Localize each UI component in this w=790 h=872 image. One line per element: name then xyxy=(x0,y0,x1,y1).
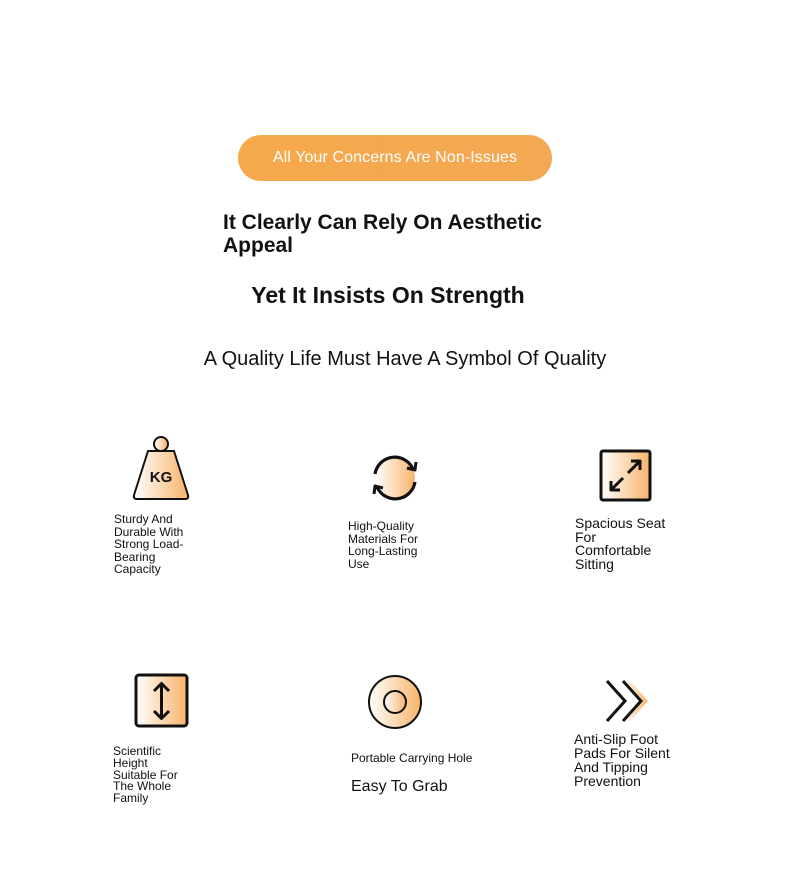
feature-label-spacious-seat: Spacious Seat For Comfortable Sitting xyxy=(575,515,666,572)
headline-strength-text: Yet It Insists On Strength xyxy=(251,282,525,308)
carrying-hole-icon xyxy=(367,674,423,730)
concerns-badge: All Your Concerns Are Non-Issues xyxy=(238,135,552,181)
headline-aesthetic: It Clearly Can Rely On Aesthetic Appeal xyxy=(223,211,542,257)
weight-kg-icon xyxy=(131,435,191,501)
feature-label-carrying-hole: Portable Carrying Hole xyxy=(351,751,473,765)
headline-strength xyxy=(0,282,790,309)
feature-label-height: Scientific Height Suitable For The Whole Family xyxy=(113,744,178,806)
weight-kg-text: KG xyxy=(149,469,173,486)
refresh-cycle-icon xyxy=(369,452,421,504)
feature-label-load-bearing: Sturdy And Durable With Strong Load-Bearing Capacity xyxy=(114,512,184,576)
double-chevron-icon xyxy=(603,678,653,724)
feature-sublabel-easy-grab: Easy To Grab xyxy=(351,778,448,795)
feature-label-anti-slip: Anti-Slip Foot Pads For Silent And Tipping Prevention xyxy=(574,731,670,789)
height-arrows-icon xyxy=(134,673,190,729)
resize-arrows-icon xyxy=(599,449,653,503)
quality-subtitle: A Quality Life Must Have A Symbol Of Quality xyxy=(203,348,607,370)
feature-label-materials: High-Quality Materials For Long-Lasting Use xyxy=(348,519,419,571)
